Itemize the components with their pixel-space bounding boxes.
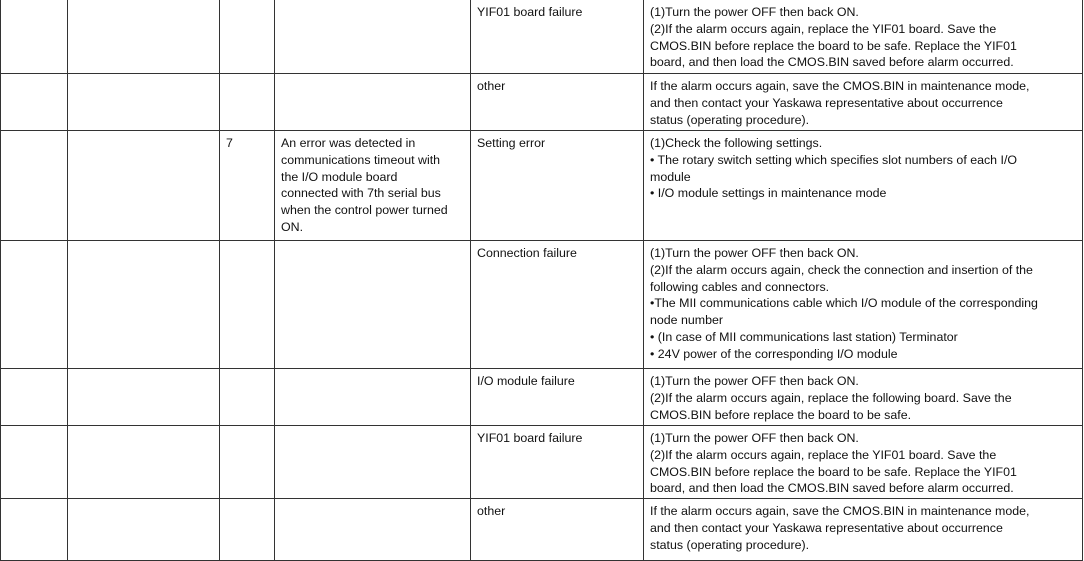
remedy-line: CMOS.BIN before replace the board to be safe. bbox=[650, 407, 912, 422]
meaning-cell bbox=[275, 369, 471, 426]
meaning-line: ON. bbox=[281, 219, 304, 234]
meaning-cell bbox=[275, 241, 471, 369]
cause-cell bbox=[471, 426, 644, 499]
remedy-line: CMOS.BIN before replace the board to be safe. Replace the YIF01 bbox=[650, 464, 1017, 479]
remedy-line: and then contact your Yaskawa representative about occurrence bbox=[650, 95, 1003, 110]
meaning-cell bbox=[275, 426, 471, 499]
table-row bbox=[1, 426, 1083, 499]
cause-cell bbox=[471, 74, 644, 131]
blank-cell bbox=[68, 0, 220, 74]
cause-text: Setting error bbox=[477, 136, 546, 150]
remedy-line: • The rotary switch setting which specifies slot numbers of each I/O bbox=[650, 152, 1018, 167]
remedy-line: If the alarm occurs again, save the CMOS.BIN in maintenance mode, bbox=[650, 504, 1030, 518]
table-row bbox=[1, 241, 1083, 369]
blank-cell bbox=[68, 499, 220, 561]
cause-text: other bbox=[477, 79, 506, 93]
remedy-line: • 24V power of the corresponding I/O module bbox=[650, 346, 898, 361]
remedy-line: CMOS.BIN before replace the board to be safe. Replace the YIF01 bbox=[650, 38, 1017, 53]
sub-code-cell bbox=[220, 499, 275, 561]
meaning-cell bbox=[275, 499, 471, 561]
cause-text: other bbox=[477, 504, 506, 518]
remedy-line: (1)Turn the power OFF then back ON. bbox=[650, 5, 859, 19]
table-row bbox=[1, 0, 1083, 74]
meaning-cell bbox=[275, 131, 471, 241]
remedy-line: status (operating procedure). bbox=[650, 537, 810, 552]
remedy-cell bbox=[644, 241, 1083, 369]
alarm-table-body bbox=[1, 0, 1083, 561]
cause-cell bbox=[471, 131, 644, 241]
cause-text: YIF01 board failure bbox=[477, 431, 583, 445]
meaning-line: connected with 7th serial bus bbox=[281, 186, 441, 201]
blank-cell bbox=[1, 0, 68, 74]
blank-cell bbox=[68, 369, 220, 426]
meaning-line: the I/O module board bbox=[281, 169, 398, 184]
blank-cell bbox=[1, 499, 68, 561]
cause-cell bbox=[471, 241, 644, 369]
table-row bbox=[1, 74, 1083, 131]
remedy-line: (1)Turn the power OFF then back ON. bbox=[650, 246, 859, 260]
remedy-line: board, and then load the CMOS.BIN saved before alarm occurred. bbox=[650, 481, 1014, 496]
remedy-line: • I/O module settings in maintenance mode bbox=[650, 186, 887, 201]
cause-text: I/O module failure bbox=[477, 374, 575, 388]
remedy-line: (2)If the alarm occurs again, replace the YIF01 board. Save the bbox=[650, 21, 997, 36]
remedy-line: •The MII communications cable which I/O module of the corresponding bbox=[650, 296, 1038, 311]
remedy-line: (1)Turn the power OFF then back ON. bbox=[650, 374, 859, 388]
remedy-cell bbox=[644, 369, 1083, 426]
blank-cell bbox=[1, 426, 68, 499]
sub-code-cell bbox=[220, 241, 275, 369]
sub-code-cell bbox=[220, 74, 275, 131]
remedy-cell bbox=[644, 426, 1083, 499]
blank-cell bbox=[1, 131, 68, 241]
cause-cell bbox=[471, 0, 644, 74]
meaning-cell bbox=[275, 0, 471, 74]
sub-code-cell bbox=[220, 0, 275, 74]
remedy-line: module bbox=[650, 169, 691, 184]
cause-cell bbox=[471, 369, 644, 426]
remedy-line: (1)Check the following settings. bbox=[650, 136, 823, 150]
blank-cell bbox=[68, 426, 220, 499]
table-row bbox=[1, 499, 1083, 561]
blank-cell bbox=[1, 241, 68, 369]
sub-code-cell bbox=[220, 426, 275, 499]
blank-cell bbox=[68, 74, 220, 131]
meaning-cell bbox=[275, 74, 471, 131]
remedy-line: (2)If the alarm occurs again, check the connection and insertion of the bbox=[650, 262, 1033, 277]
table-row bbox=[1, 131, 1083, 241]
meaning-line: communications timeout with bbox=[281, 152, 441, 167]
remedy-line: (2)If the alarm occurs again, replace the YIF01 board. Save the bbox=[650, 447, 997, 462]
remedy-line: board, and then load the CMOS.BIN saved before alarm occurred. bbox=[650, 55, 1014, 70]
blank-cell bbox=[1, 369, 68, 426]
sub-code-text: 7 bbox=[226, 136, 233, 150]
remedy-cell bbox=[644, 499, 1083, 561]
remedy-line: If the alarm occurs again, save the CMOS.BIN in maintenance mode, bbox=[650, 79, 1030, 93]
sub-code-cell bbox=[220, 369, 275, 426]
blank-cell bbox=[68, 241, 220, 369]
remedy-line: and then contact your Yaskawa representative about occurrence bbox=[650, 520, 1003, 535]
remedy-line: node number bbox=[650, 313, 724, 328]
cause-text: Connection failure bbox=[477, 246, 577, 260]
blank-cell bbox=[68, 131, 220, 241]
remedy-cell bbox=[644, 0, 1083, 74]
remedy-line: status (operating procedure). bbox=[650, 112, 810, 127]
remedy-line: • (In case of MII communications last station) Terminator bbox=[650, 329, 958, 344]
remedy-cell bbox=[644, 74, 1083, 131]
cause-cell bbox=[471, 499, 644, 561]
remedy-line: following cables and connectors. bbox=[650, 279, 830, 294]
meaning-line: An error was detected in bbox=[281, 136, 416, 150]
blank-cell bbox=[1, 74, 68, 131]
remedy-cell bbox=[644, 131, 1083, 241]
remedy-line: (2)If the alarm occurs again, replace the following board. Save the bbox=[650, 390, 1012, 405]
remedy-line: (1)Turn the power OFF then back ON. bbox=[650, 431, 859, 445]
table-row bbox=[1, 369, 1083, 426]
meaning-line: when the control power turned bbox=[281, 203, 448, 218]
sub-code-cell bbox=[220, 131, 275, 241]
cause-text: YIF01 board failure bbox=[477, 5, 583, 19]
